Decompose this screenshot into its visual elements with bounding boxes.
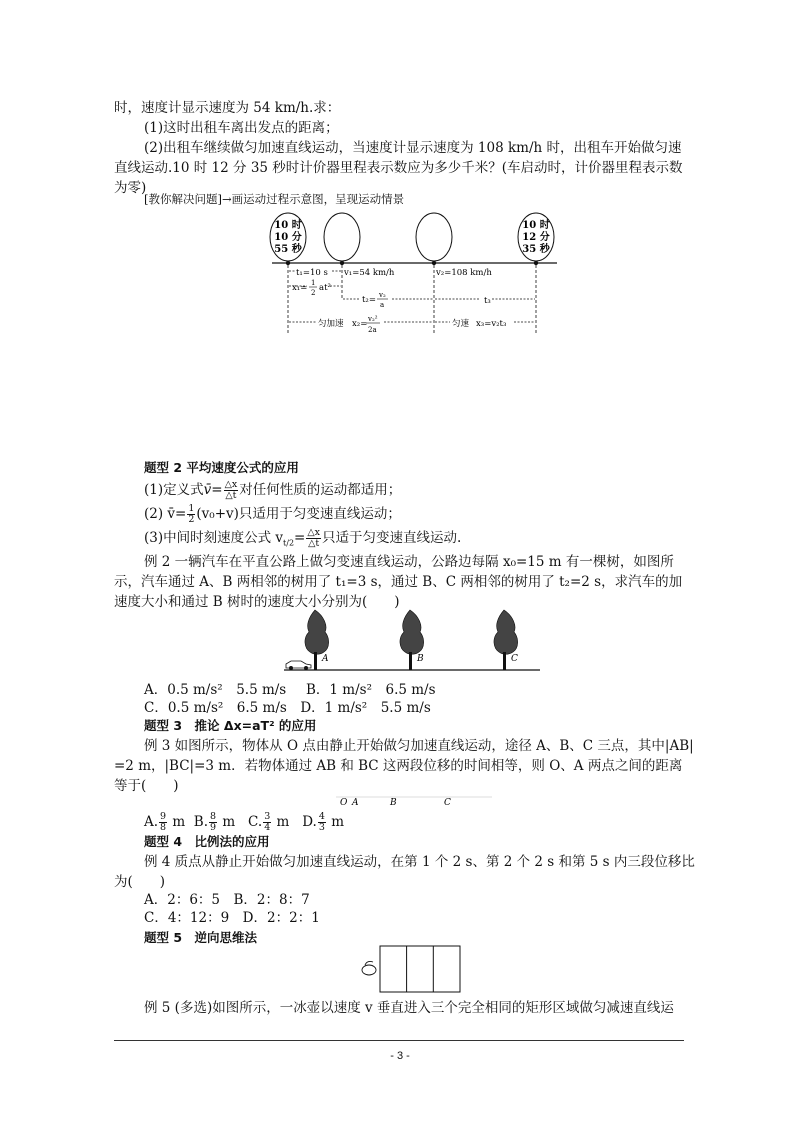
t2-l3e: = [294, 530, 306, 546]
section-title-type2: 题型 2 平均速度公式的应用 [144, 460, 299, 475]
curling-diagram [352, 944, 464, 996]
fraction: $\frac{\triangle x}{\triangle t}$ [224, 479, 238, 501]
option-line: C．4：12：9 D．2：2：1 [144, 910, 320, 926]
text-line: (1)这时出租车离出发点的距离； [144, 120, 339, 136]
text-line: 等于( ) [114, 778, 179, 794]
text-line [144, 504, 714, 525]
text-line: 直线运动.10 时 12 分 35 秒时计价器里程表示数应为多少千米？(车启动时，计价器里程表示数 [114, 160, 683, 176]
motion-diagram [262, 208, 562, 343]
text-line: 例 2 一辆汽车在平直公路上做匀变速直线运动，公路边每隔 x₀=15 m 有一棵树，如图所 [144, 554, 674, 570]
text-line: 例 5 (多选)如图所示，一冰壶以速度 v 垂直进入三个完全相同的矩形区域做匀减速直线运 [144, 1000, 674, 1016]
x2-den: 2a [368, 326, 377, 334]
t2-l3s: t/2 [283, 538, 295, 548]
section-title-type4: 题型 4 比例法的应用 [144, 834, 270, 849]
solve-hint [144, 190, 714, 208]
type3-options: A. $\frac{9}{8}$ m B. $\frac{8}{9}$ m C. $\frac{3}{4}$ m D. $\frac{4}{3}$ m [144, 811, 345, 833]
time-bubble-2 [324, 213, 360, 261]
option-cd [144, 698, 714, 718]
x3-label: x₃=v₂t₃ [476, 319, 507, 329]
solve-label: [教你解决问题] [144, 192, 222, 206]
point-c: C [444, 798, 451, 808]
t1a: 10 时 [274, 220, 302, 231]
text-line: =2 m，|BC|=3 m．若物体通过 AB 和 BC 这两段位移的时间相等，则 O、A 两点之间的距离 [114, 758, 683, 774]
t2-num: v₂ [379, 291, 386, 299]
t1-label: t₁=10 s [296, 268, 328, 278]
point-4 [534, 261, 538, 265]
text-line: 为( ) [114, 874, 166, 890]
v2-label: v₂=108 km/h [436, 268, 492, 278]
point-b: B [390, 798, 397, 808]
text-line: 示，汽车通过 A、B 两相邻的树用了 t₁=3 s，通过 B、C 两相邻的树用了 t₂=2 s，求汽车的加 [114, 574, 683, 590]
t1b: 10 分 [274, 232, 302, 243]
tree-label-b: B [417, 654, 424, 664]
fraction: $\frac{\triangle x}{\triangle t}$ [307, 527, 321, 549]
t2-l1b: 对任何性质的运动都适用； [239, 482, 402, 498]
car-icon [286, 661, 311, 670]
t2-den: a [380, 301, 385, 309]
section-title-type5: 题型 5 逆向思维法 [144, 930, 258, 945]
fraction: $\frac{1}{2}$ [188, 503, 195, 525]
text-line: 速度大小和通过 B 树时的速度大小分别为( ) [114, 594, 400, 610]
page-number: - 3 - [390, 1050, 410, 1062]
region-box [380, 946, 460, 992]
curling-stone-icon [362, 961, 376, 975]
option-line: A．2：6：5 B．2：8：7 [144, 892, 310, 908]
acc-label: 匀加速 [318, 319, 344, 329]
point-3 [432, 261, 436, 265]
text-line [144, 480, 714, 501]
option-b: B．1 m/s² 6.5 m/s [306, 682, 436, 698]
text-line [144, 528, 714, 554]
point-1 [286, 261, 290, 265]
t3-label: t₃ [484, 296, 491, 306]
opt3-c: C. [248, 814, 263, 830]
t4c: 35 秒 [522, 244, 550, 255]
point-2 [340, 261, 344, 265]
arrow-icon: → [221, 192, 232, 206]
opt3-d: D. [302, 814, 317, 830]
t2-l3b: 只适于匀变速直线运动. [322, 530, 462, 546]
x2-num: v₂² [368, 315, 378, 323]
text-line: 为零) [114, 180, 147, 196]
t2-l2b: (v₀+v)只适用于匀变速直线运动； [196, 506, 401, 522]
option-a: A．0.5 m/s² 5.5 m/s [144, 682, 287, 698]
points-diagram [334, 790, 494, 810]
t2-l2a: (2) v̄= [144, 506, 187, 522]
opt3-a: A. [144, 814, 159, 830]
x1-num: 1 [311, 279, 316, 287]
t2-label: t₂= [362, 295, 376, 305]
tree-label-c: C [511, 654, 518, 664]
x1-rest: at² [319, 283, 331, 293]
section-title-type3: 题型 3 推论 Δx=aT² 的应用 [144, 718, 317, 733]
t1c: 55 秒 [274, 244, 302, 255]
t4a: 10 时 [522, 220, 550, 231]
t2-l3a: (3)中间时刻速度公式 v [144, 530, 284, 546]
solve-text: 画运动过程示意图，呈现运动情景 [231, 192, 405, 206]
v1-label: v₁=54 km/h [344, 268, 395, 278]
time-bubble-3 [416, 213, 452, 261]
point-a: A [352, 798, 359, 808]
point-o: O [340, 798, 348, 808]
text-line: 时，速度计显示速度为 54 km/h.求： [114, 100, 341, 116]
tree-label-a: A [322, 654, 329, 664]
footer-rule [114, 1040, 684, 1041]
opt3-b: B. [193, 814, 209, 830]
t2-l1v: v̄= [203, 482, 223, 498]
option-d: D．1 m/s² 5.5 m/s [300, 700, 431, 716]
text-line: 例 3 如图所示，物体从 O 点由静止开始做匀加速直线运动，途径 A、B、C 三点，其中|AB| [144, 738, 694, 754]
text-line: 例 4 质点从静止开始做匀加速直线运动，在第 1 个 2 s、第 2 个 2 s 和第 5 s 内三段位移比 [144, 854, 695, 870]
x1-den: 2 [311, 289, 316, 297]
x1-label: x₁= [292, 283, 308, 293]
t2-l1a: (1)定义式 [144, 482, 204, 498]
option-c: C．0.5 m/s² 6.5 m/s [144, 700, 287, 716]
trees-diagram [282, 606, 542, 676]
x2-label: x₂= [352, 319, 368, 329]
t4b: 12 分 [522, 232, 550, 243]
text-line: (2)出租车继续做匀加速直线运动，当速度计显示速度为 108 km/h 时，出租车开始做匀速 [144, 140, 682, 156]
uni-label: 匀速 [452, 319, 470, 329]
